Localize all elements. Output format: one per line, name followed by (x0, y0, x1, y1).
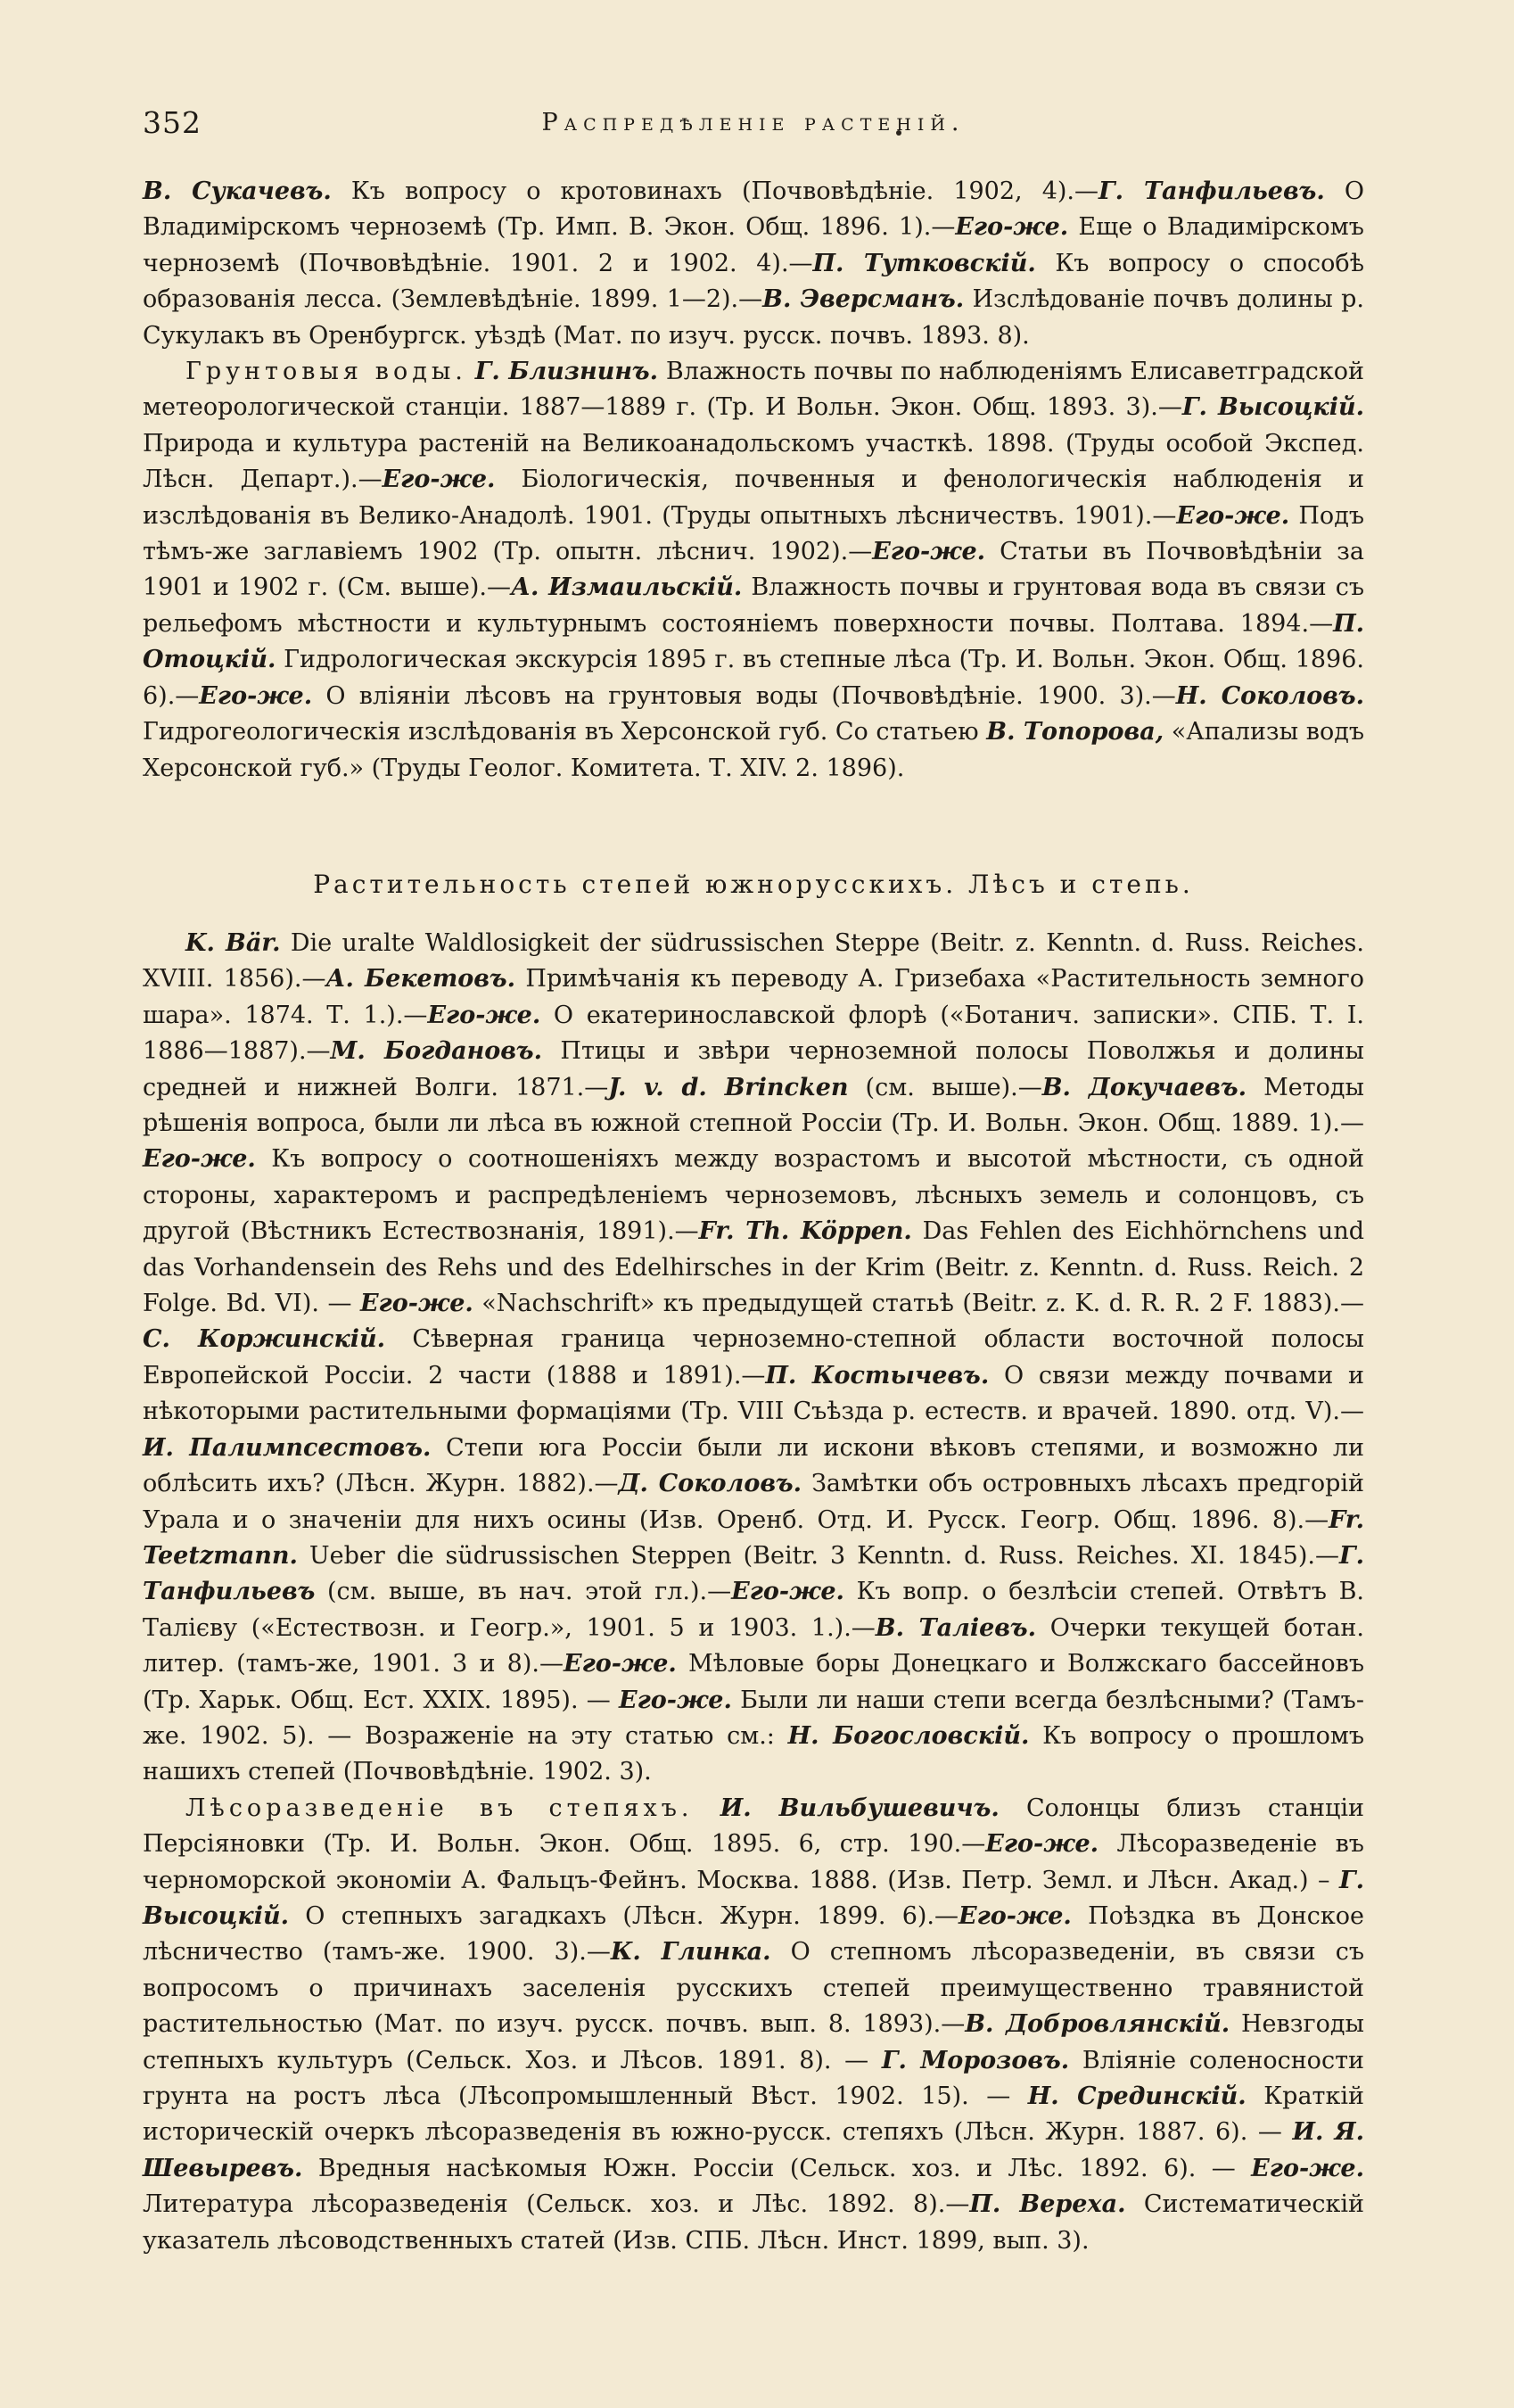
author-name: А. Бекетовъ. (325, 965, 516, 994)
citation-text: Къ вопросу о кротовинахъ (Почвовѣдѣніе. 1902, 4).— (331, 177, 1098, 205)
bibliography-block-1 (143, 174, 1364, 787)
author-name: Н. Соколовъ. (1175, 681, 1365, 710)
author-name: Г. Высоцкій. (143, 1866, 1364, 1930)
author-name: И. Палимпсестовъ. (143, 1433, 432, 1462)
author-name: Его-же. (731, 1578, 844, 1606)
citation-text: Поѣздка въ Донское лѣсничество (тамъ-же. 1900. 3).— (143, 1901, 1364, 1967)
running-title: Распредѣленіе растеній. (541, 109, 966, 136)
author-name: Д. Соколовъ. (618, 1470, 802, 1498)
citation-text: (см. выше).— (848, 1073, 1042, 1101)
author-name: Его-же. (359, 1290, 473, 1318)
citation-text: Влажность почвы и грунтовая вода въ связи съ рельефомъ мѣстности и культурнымъ состояніемъ поверхности почвы. Полтава. 1894.— (143, 573, 1364, 638)
page-number: 352 (143, 105, 202, 140)
author-name: J. v. d. Brincken (608, 1073, 849, 1101)
citation-text: «Nachschrift» къ предыдущей статьѣ (Beitr. z. K. d. R. R. 2 F. 1883).— (473, 1290, 1364, 1318)
citation-text: Къ вопросу о соотношеніяхъ между возрастомъ и высотой мѣстности, съ одной стороны, характеромъ и распредѣленіемъ черноземовъ, лѣсныхъ земель и солонцовъ, съ другой (Вѣстникъ Естествознанія, 1891).— (143, 1145, 1364, 1246)
citation-text: О степномъ лѣсоразведеніи, въ связи съ вопросомъ о причинахъ заселенія русскихъ степей преимущественно травянистой растительностью (Мат. по изуч. русск. почвъ. вып. 8. 1893).— (143, 1938, 1364, 2039)
citation-text: О Владимірскомъ черноземѣ (Тр. Имп. В. Экон. Общ. 1896. 1).— (143, 177, 1364, 242)
author-name: П. Костычевъ. (765, 1361, 990, 1390)
citation-text: Методы рѣшенія вопроса, были ли лѣса въ южной степной Россіи (Тр. И. Вольн. Экон. Общ. 1889. 1).— (143, 1073, 1365, 1138)
author-name: K. Bär. (185, 929, 281, 957)
author-name: Его-же. (955, 213, 1069, 242)
citation-text: Изслѣдованіе почвъ долины р. Сукулакъ въ Оренбургск. уѣздѣ (Мат. по изуч. русск. почвъ. 1893. 8). (143, 285, 1364, 350)
author-name: Его-же. (985, 1830, 1099, 1859)
author-name: В. Добровлянскій. (965, 2010, 1230, 2039)
citation-text: Къ вопр. о безлѣсіи степей. Отвѣтъ В. Талієву («Естествозн. и Геогр.», 1901. 5 и 1903. 1.).— (143, 1578, 1364, 1642)
author-name: Г. Танфильевъ (143, 1541, 1364, 1606)
author-name: Н. Срединскій. (1027, 2082, 1247, 2110)
author-name: В. Эверсманъ. (762, 285, 965, 314)
author-name: Его-же. (382, 466, 496, 494)
author-name: Его-же. (872, 538, 986, 566)
subsection-heading: Лѣсоразведеніе въ степяхъ. (185, 1794, 694, 1822)
author-name: С. Коржинскій. (143, 1325, 386, 1354)
author-name: П. Вереха. (969, 2190, 1126, 2219)
citation-text: Литература лѣсоразведенія (Сельск. хоз. и Лѣс. 1892. 8).— (143, 2190, 970, 2219)
author-name: Г. Танфильевъ. (1098, 177, 1325, 205)
author-name: Его-же. (1176, 501, 1290, 530)
citation-text: Подъ тѣмъ-же заглавіемъ 1902 (Тр. опытн. лѣснич. 1902).— (143, 501, 1364, 566)
citation-text: О вліяніи лѣсовъ на грунтовыя воды (Почвовѣдѣніе. 1900. 3).— (312, 681, 1176, 710)
citation-text: Влажность почвы по наблюденіямъ Елисаветградской метеорологической станціи. 1887—1889 г. (Тр. И Вольн. Экон. Общ. 1893. 3).— (143, 358, 1365, 422)
author-name: В. Сукачевъ. (143, 177, 332, 205)
citation-text: Солонцы близъ станціи Персіяновки (Тр. И. Вольн. Экон. Общ. 1895. 6, стр. 190.— (143, 1794, 1364, 1859)
citation-text: Невзгоды степныхъ культуръ (Сельск. Хоз. и Лѣсов. 1891. 8). — (143, 2010, 1364, 2074)
citation-text: Статьи въ Почвовѣдѣніи за 1901 и 1902 г. (См. выше).— (143, 538, 1364, 602)
paragraph (143, 1791, 1364, 2259)
citation-text: Вредныя насѣкомыя Южн. Россіи (Сельск. хоз. и Лѣс. 1892. 6). — (302, 2154, 1252, 2182)
citation-text: Das Fehlen des Eichhörnchens und das Vorhandensein des Rehs und des Edelhirsches in der Krim (Beitr. z. Kenntn. d. Russ. Reich. 2 Folge. Bd. VI). — (143, 1217, 1364, 1318)
author-name: Его-же. (563, 1650, 677, 1678)
citation-text: «Апализы водъ Херсонской губ.» (Труды Геолог. Комитета. Т. XIV. 2. 1896). (143, 718, 1364, 782)
citation-text: О екатеринославской флорѣ («Ботанич. записки». СПБ. Т. I. 1886—1887).— (143, 1001, 1364, 1066)
citation-text: Къ вопросу о прошломъ нашихъ степей (Почвовѣдѣніе. 1902. 3). (143, 1721, 1365, 1786)
citation-text: Птицы и звѣри черноземной полосы Поволжья и долины средней и нижней Волги. 1871.— (143, 1037, 1364, 1101)
author-name: Его-же. (619, 1686, 732, 1714)
author-name: И. Вильбушевичъ. (720, 1794, 1000, 1822)
author-name: Г. Близнинъ. (474, 358, 659, 386)
citation-text: О связи между почвами и нѣкоторыми растительными формаціями (Тр. VIII Съѣзда р. естеств. и врачей. 1890. отд. V).— (143, 1361, 1364, 1426)
author-name: Его-же. (199, 681, 313, 710)
author-name: М. Богдановъ. (330, 1037, 543, 1066)
citation-text: Замѣтки объ островныхъ лѣсахъ предгорій Урала и о значеніи для нихъ осины (Изв. Оренб. Отд. И. Русск. Геогр. Общ. 1896. 8).— (143, 1470, 1364, 1534)
citation-text: Природа и культура растеній на Великоанадольскомъ участкѣ. 1898. (Труды особой Экспед. Лѣсн. Департ.).— (143, 429, 1364, 494)
citation-text: Гидрогеологическія изслѣдованія въ Херсонской губ. Со статьею (143, 718, 987, 746)
bibliography-block-2 (143, 926, 1364, 2259)
author-name: И. Я. Шевыревъ. (143, 2118, 1364, 2182)
citation-text: Къ вопросу о способѣ образованія лесса. (Землевѣдѣніе. 1899. 1—2).— (143, 249, 1364, 314)
author-name: Его-же. (1251, 2154, 1364, 2182)
author-name: Его-же. (427, 1001, 541, 1029)
citation-text: Сѣверная граница черноземно-степной области восточной полосы Европейской Россіи. 2 части (1888 и 1891).— (143, 1325, 1364, 1390)
citation-text: Очерки текущей ботан. литер. (тамъ-же, 1901. 3 и 8).— (143, 1613, 1364, 1678)
paragraph (143, 174, 1364, 354)
author-name: В. Таліевъ. (875, 1613, 1037, 1642)
citation-text: Были ли наши степи всегда безлѣсными? (Тамъ-же. 1902. 5). — Возраженіе на эту статью см.: (143, 1686, 1364, 1750)
citation-text: Примѣчанія къ переводу А. Гризебаха «Растительность земного шара». 1874. Т. 1.).— (143, 965, 1364, 1029)
citation-text (467, 358, 475, 385)
section-title: Растительность степей южнорусскихъ. Лѣсъ и степь. (313, 870, 1194, 899)
author-name: К. Глинка. (610, 1938, 771, 1967)
citation-text: Біологическія, почвенныя и фенологическія наблюденія и изслѣдованія въ Велико-Анадолѣ. 1901. (Труды опытныхъ лѣсничествъ. 1901).— (143, 466, 1364, 530)
author-name: П. Тутковскій. (812, 249, 1036, 277)
citation-text: (см. выше, въ нач. этой гл.).— (315, 1578, 732, 1606)
author-name: Г. Морозовъ. (881, 2046, 1070, 2074)
citation-text: Краткій историческій очеркъ лѣсоразведенія въ южно-русск. степяхъ (Лѣсн. Журн. 1887. 6). — (143, 2082, 1364, 2147)
author-name: В. Топорова, (986, 718, 1164, 746)
author-name: Fr. Teetzmann. (143, 1505, 1364, 1570)
author-name: А. Измаильскій. (510, 573, 743, 602)
citation-text: Еще о Владимірскомъ черноземѣ (Почвовѣдѣніе. 1901. 2 и 1902. 4).— (143, 213, 1364, 277)
citation-text (694, 1794, 720, 1822)
author-name: Его-же. (959, 1901, 1072, 1930)
citation-text: Систематическій указатель лѣсоводственныхъ статей (Изв. СПБ. Лѣсн. Инст. 1899, вып. 3). (143, 2190, 1365, 2255)
author-name: П. Отоцкій. (143, 609, 1364, 674)
citation-text: Мѣловые боры Донецкаго и Волжскаго бассейновъ (Тр. Харьк. Общ. Ест. XXIX. 1895). — (143, 1650, 1365, 1714)
subsection-heading: Грунтовыя воды. (185, 358, 467, 386)
citation-text: Die uralte Waldlosigkeit der südrussischen Steppe (Beitr. z. Kenntn. d. Russ. Reiches. XVIII. 1856).— (143, 929, 1364, 994)
author-name: Fr. Th. Köppen. (698, 1217, 912, 1246)
citation-text: Лѣсоразведеніе въ черноморской экономіи А. Фальцъ-Фейнъ. Москва. 1888. (Изв. Петр. Земл. и Лѣсн. Акад.) – (143, 1830, 1364, 1894)
citation-text: Ueber die südrussischen Steppen (Beitr. 3 Kenntn. d. Russ. Reiches. XI. 1845).— (297, 1541, 1339, 1570)
citation-text: Гидрологическая экскурсія 1895 г. въ степные лѣса (Тр. И. Вольн. Экон. Общ. 1896. 6).— (143, 646, 1364, 710)
citation-text: Вліяніе соленосности грунта на ростъ лѣса (Лѣсопромышленный Вѣст. 1902. 15). — (143, 2046, 1364, 2110)
author-name: Г. Высоцкій. (1181, 393, 1364, 422)
citation-text: О степныхъ загадкахъ (Лѣсн. Журн. 1899. 6).— (289, 1901, 959, 1930)
author-name: Его-же. (143, 1145, 256, 1174)
paragraph (143, 354, 1364, 787)
author-name: Н. Богословскій. (787, 1721, 1030, 1750)
citation-text: Степи юга Россіи были ли искони вѣковъ степями, и возможно ли облѣсить ихъ? (Лѣсн. Журн. 1882).— (143, 1433, 1364, 1498)
author-name: В. Докучаевъ. (1041, 1073, 1247, 1101)
page-header (143, 105, 1364, 150)
paragraph (143, 926, 1364, 1791)
